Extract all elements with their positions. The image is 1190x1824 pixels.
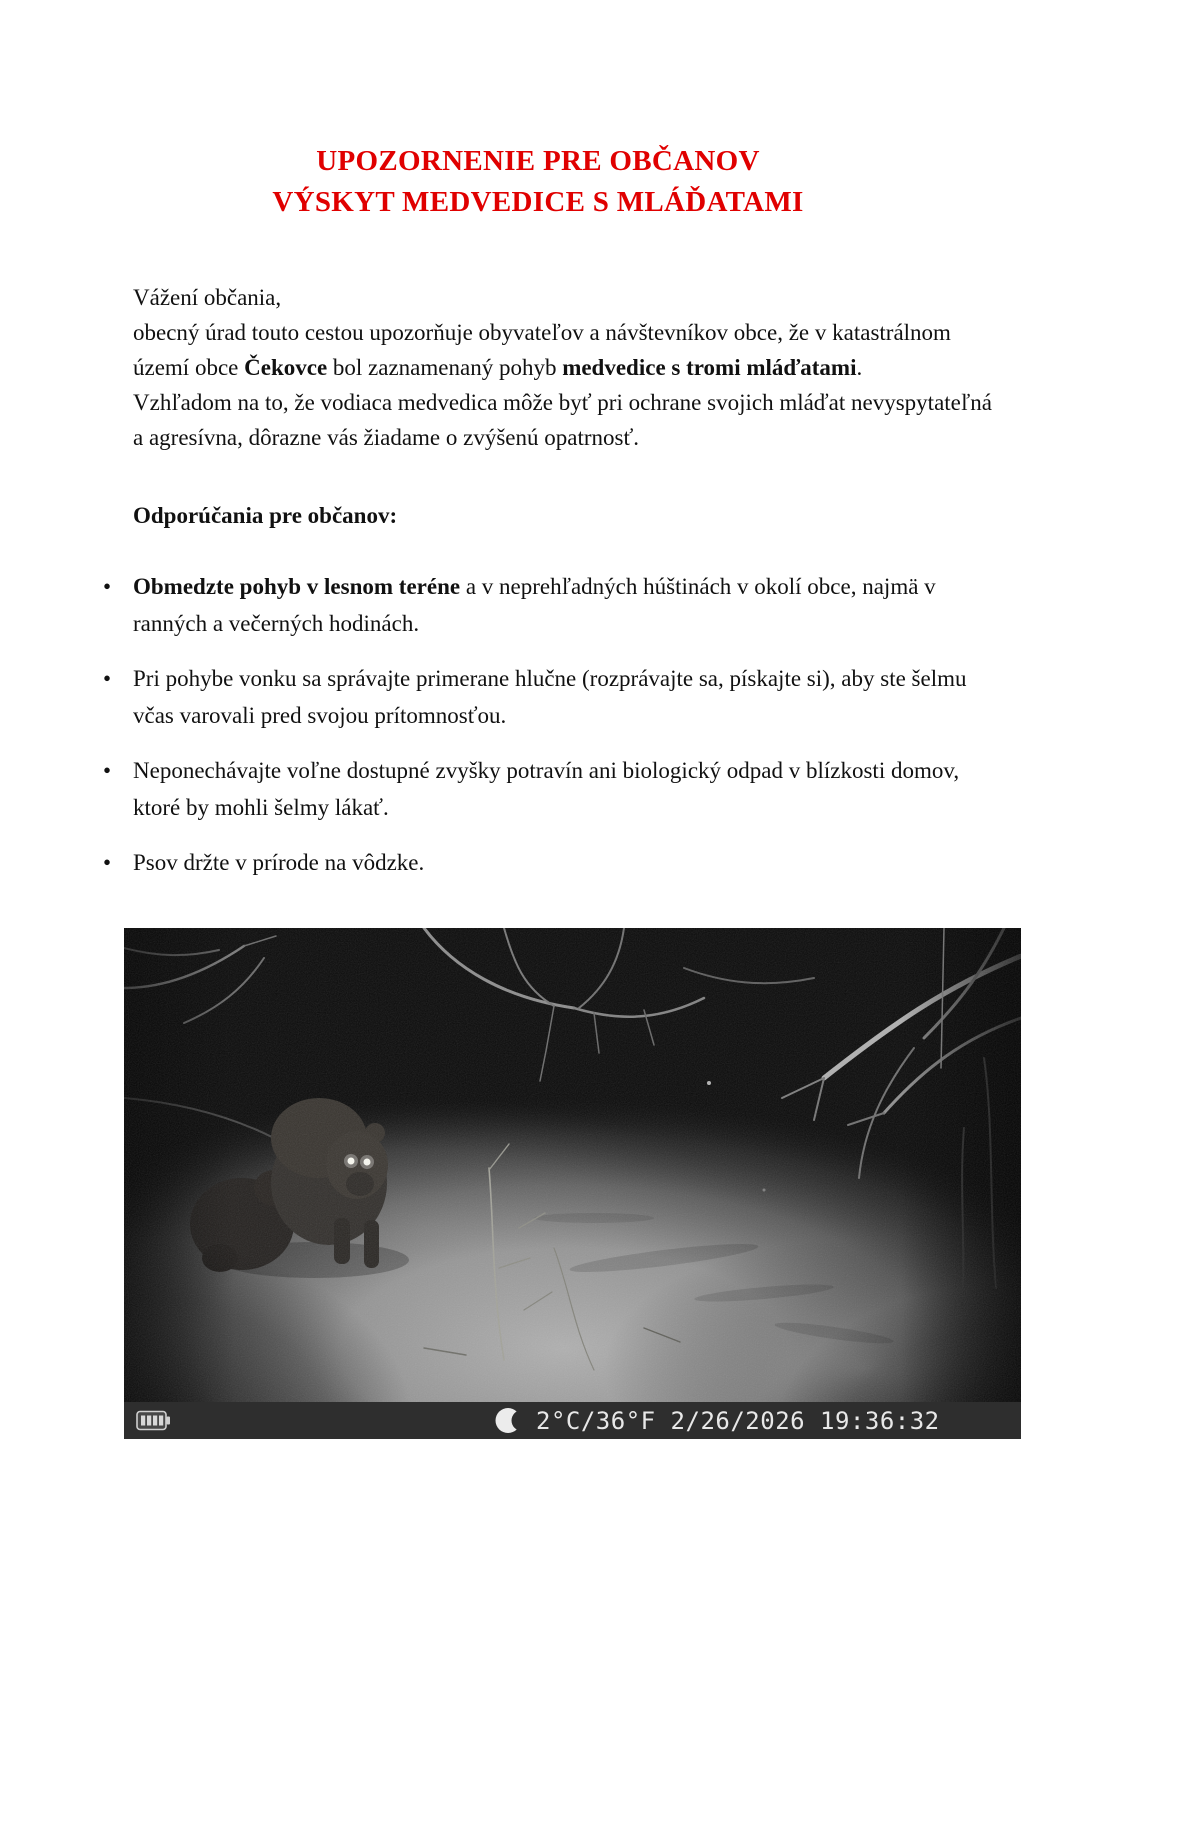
bullet-line: včas varovali pred svojou prítomnosťou. <box>133 703 507 728</box>
recommendations-list <box>101 568 1031 881</box>
camera-status-text: 2°C/36°F 2/26/2026 19:36:32 <box>536 1407 940 1435</box>
text-run: Psov držte v prírode na vôdzke. <box>133 850 425 875</box>
bullet-line <box>133 568 1031 605</box>
text-run: Pri pohybe vonku sa správajte primerane hlučne (rozprávajte sa, pískajte si), aby ste šelmu <box>133 666 967 691</box>
paragraph-line: obecný úrad touto cestou upozorňuje obyvateľov a návštevníkov obce, že v katastrálnom <box>133 320 951 345</box>
bullet-line <box>133 844 1031 881</box>
bullet-item <box>101 568 1031 642</box>
village-name-bold: Čekovce <box>244 355 328 380</box>
text-run: . <box>856 355 863 380</box>
paragraph-line: Vzhľadom na to, že vodiaca medvedica môže byť pri ochrane svojich mláďat nevyspytateľná <box>133 390 992 415</box>
bullet-line <box>133 660 1031 697</box>
notice-title-line1: UPOZORNENIE PRE OBČANOV <box>316 145 760 177</box>
bullet-item <box>101 752 1031 826</box>
paragraph-line: Vážení občania, <box>133 285 282 310</box>
moon-icon <box>496 1408 533 1433</box>
text-run: území obce <box>133 355 245 380</box>
bullet-line: ranných a večerných hodinách. <box>133 611 420 636</box>
paragraph-line <box>133 350 1033 385</box>
paragraph-line: a agresívna, dôrazne vás žiadame o zvýšenú opatrnosť. <box>133 425 640 450</box>
bear-with-cubs-bold: medvedice s tromi mláďatami <box>562 355 857 380</box>
battery-icon <box>137 1412 170 1430</box>
text-run: Neponechávajte voľne dostupné zvyšky potravín ani biologický odpad v blízkosti domov, <box>133 758 960 783</box>
bullet-item <box>101 844 1031 881</box>
bullet-line <box>133 752 1031 789</box>
notice-title-line2: VÝSKYT MEDVEDICE S MLÁĎATAMI <box>272 186 804 218</box>
night-scene <box>124 928 1021 1439</box>
intro-paragraph <box>133 280 1033 455</box>
film-grain <box>124 928 1021 1402</box>
document-page <box>0 141 1190 1824</box>
camera-info-bar <box>124 1402 1021 1439</box>
trail-camera-photo <box>124 928 1021 1439</box>
recommendations-heading: Odporúčania pre občanov: <box>133 503 398 528</box>
bold-lead: Obmedzte pohyb v lesnom teréne <box>133 574 461 599</box>
text-run: bol zaznamenaný pohyb <box>327 355 563 380</box>
bullet-line: ktoré by mohli šelmy lákať. <box>133 795 389 820</box>
text-run: a v neprehľadných húštinách v okolí obce, najmä v <box>460 574 936 599</box>
notice-title <box>133 141 943 223</box>
bullet-item <box>101 660 1031 734</box>
